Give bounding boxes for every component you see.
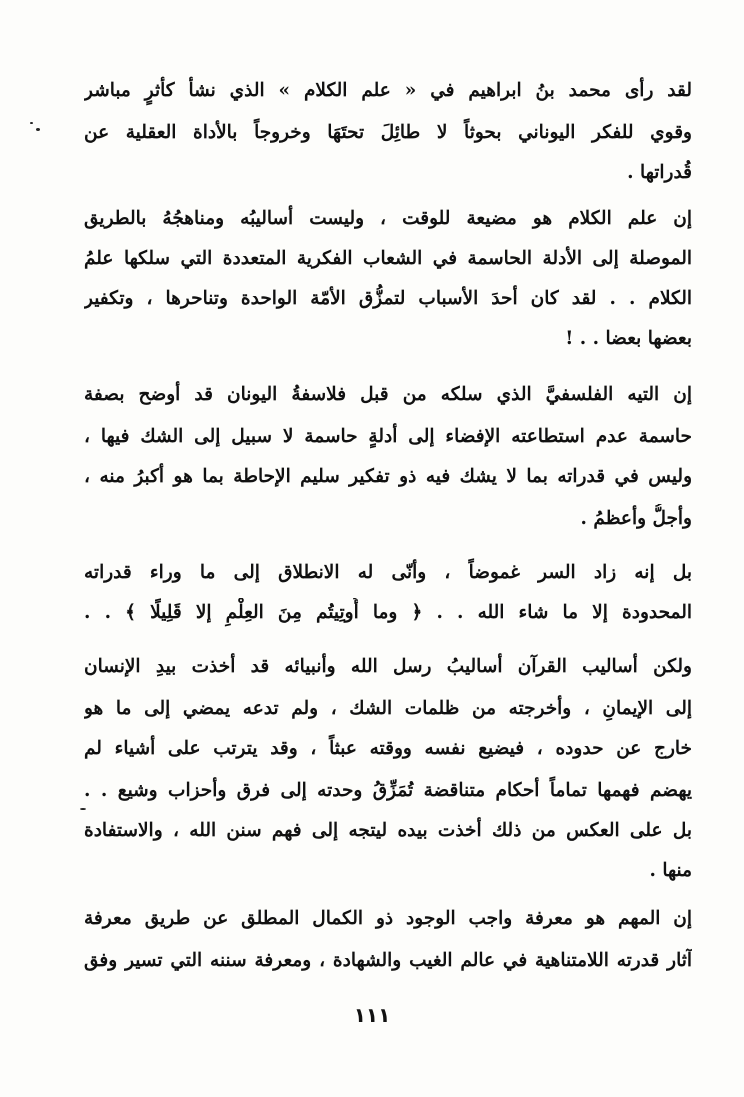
- text-line: آثار قدرته اللامتناهية في عالم الغيب والشهادة ، ومعرفة سننه التي تسير وفق: [84, 950, 692, 971]
- text-line: منها .: [649, 860, 692, 881]
- text-line: إن علم الكلام هو مضيعة للوقت ، وليست أساليبُه ومناهجُهُ بالطريق: [84, 208, 692, 229]
- text-line: وقوي للفكر اليوناني بحوثاً لا طائِلَ تحتَهَا وخروجاً بالأداة العقلية عن: [84, 122, 692, 143]
- text-line: الموصلة إلى الأدلة الحاسمة في الشعاب الفكرية المتعددة التي سلكها علمُ: [84, 248, 692, 269]
- text-line: إن المهم هو معرفة واجب الوجود ذو الكمال المطلق عن طريق معرفة: [84, 908, 692, 929]
- text-line: بعضها بعضا . . !: [565, 328, 692, 349]
- scan-speck: [80, 808, 86, 810]
- text-line: لقد رأى محمد بنُ ابراهيم في « علم الكلام » الذي نشأ كأثرٍ مباشر: [84, 80, 692, 101]
- text-line: بل على العكس من ذلك أخذت بيده ليتجه إلى فهم سنن الله ، والاستفادة: [84, 820, 692, 841]
- text-line: بل إنه زاد السر غموضاً ، وأنّى له الانطلاق إلى ما وراء قدراته: [84, 562, 692, 583]
- text-line: إن التيه الفلسفيَّ الذي سلكه من قبل فلاسفةُ اليونان قد أوضح بصفة: [84, 384, 692, 405]
- quran-verse-line: المحدودة إلا ما شاء الله . . ﴿ وما أُوتِيتُم مِنَ العِلْمِ إلا قَلِيلًا ﴾ . .: [84, 602, 692, 623]
- text-line: ولكن أساليب القرآن أساليبُ رسل الله وأنبيائه قد أخذت بيدِ الإنسان: [84, 656, 692, 677]
- text-line: وأجلُّ وأعظمُ .: [580, 508, 692, 529]
- text-line: الكلام . . لقد كان أحدَ الأسباب لتمزُّق الأمّة الواحدة وتناحرها ، وتكفير: [84, 288, 692, 309]
- text-line: قُدراتها .: [627, 162, 692, 183]
- text-line: إلى الإيمانِ ، وأخرجته من ظلمات الشك ، ولم تدعه يمضي إلى ما هو: [84, 698, 692, 719]
- text-line: خارج عن حدوده ، فيضيع نفسه ووقته عبثاً ، وقد يترتب على أشياء لم: [84, 738, 692, 759]
- text-line: وليس في قدراته بما لا يشك فيه ذو تفكير سليم الإحاطة بما هو أكبرُ منه ،: [84, 466, 692, 487]
- text-line: حاسمة عدم استطاعته الإفضاء إلى أدلةٍ حاسمة لا سبيل إلى الشك فيها ،: [84, 426, 692, 447]
- text-line: يهضم فهمها تماماً أحكام متناقضة تُمَزِّقُ وحدته إلى فرق وأحزاب وشيع . .: [84, 780, 692, 801]
- scan-speck: [30, 122, 33, 124]
- scan-speck: [36, 128, 40, 131]
- page-number: ١١١: [353, 1003, 391, 1027]
